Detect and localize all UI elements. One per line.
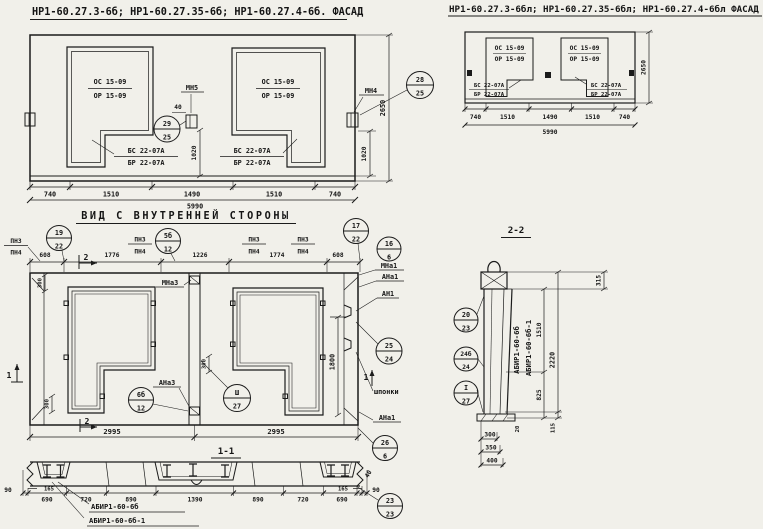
callout-bot: 24	[384, 355, 394, 364]
mna1-label: МНа1	[380, 262, 398, 270]
dim-label: 1774	[269, 252, 285, 259]
pn-label: ПН4	[134, 248, 146, 256]
dim-label: 890	[252, 496, 264, 504]
facade-main-title: НР1-60.27.3-6б; НР1-60.27.35-6б; НР1-60.27.4-6б. ФАСАД	[32, 7, 364, 18]
section-mark-2-bottom	[80, 416, 97, 432]
dim-label: 165	[43, 486, 55, 493]
facade-window-opening-right	[220, 48, 325, 167]
facade-mirror-title: НР1-60.27.3-6бл; НР1-60.27.35-6бл; НР1-60.27.4-6бл ФАСАД	[449, 4, 759, 15]
facade-window-opening-left	[67, 47, 178, 167]
facade-main-view	[25, 6, 434, 211]
callout-bot: 25	[162, 133, 172, 142]
dim-label: 740	[328, 190, 342, 199]
product-label: АБИР1-60-6б	[91, 502, 139, 511]
dim-label: 300	[201, 358, 208, 370]
rebar-icon	[327, 465, 349, 476]
sill-block-label: БС 22-07А	[590, 83, 622, 89]
s11-product-labels	[52, 482, 199, 526]
dim-label: 40	[363, 469, 374, 480]
sill-block-label: БС 22-07А	[127, 147, 165, 155]
callout-top: 26	[380, 439, 390, 447]
callout-bot: 12	[136, 404, 146, 413]
dim-40: 40	[174, 104, 182, 111]
an1-label: АН1	[381, 290, 395, 298]
section-11-title: 1-1	[217, 446, 235, 457]
callout-24b-24	[454, 347, 484, 371]
inner-center-strip	[189, 273, 200, 425]
dim-label: 720	[297, 496, 309, 504]
callout-16-6	[377, 237, 401, 262]
callout-6b-12	[129, 388, 189, 413]
embed-anchor-icon	[545, 72, 551, 78]
section-mark-label: 2	[83, 252, 89, 262]
sill-block-label: БР 22-07А	[127, 159, 165, 167]
dim-label: 115	[550, 422, 557, 434]
dim-label: 1490	[183, 190, 201, 199]
dim-label: 1390	[187, 496, 203, 504]
section-22-title: 2-2	[507, 225, 525, 236]
ana3-label: АНа3	[158, 379, 176, 387]
dim-label: 90	[4, 487, 12, 494]
dim-300-c	[202, 354, 213, 374]
dim-label: 1510	[585, 114, 600, 121]
callout-bot: 27	[232, 402, 242, 411]
dim-label: 740	[469, 114, 482, 121]
callout-III-27	[201, 361, 251, 412]
window-block-label: ОС 15-09	[569, 45, 600, 52]
notch	[191, 480, 202, 485]
callout-top: 19	[54, 229, 64, 237]
sill-block-label: БР 22-07А	[233, 159, 271, 167]
panel-section-body	[477, 289, 515, 421]
pn-label: ПН3	[248, 236, 260, 244]
dim-label: 690	[336, 496, 348, 504]
callout-5b-12	[156, 229, 181, 262]
dim-label: 1510	[500, 114, 515, 121]
callout-bot: 23	[385, 510, 395, 519]
lifting-loop-icon	[488, 262, 500, 273]
dim-label: 1510	[536, 322, 543, 338]
callout-25-24	[356, 322, 402, 364]
mirror-opening-right	[561, 38, 627, 98]
callout-bot: 27	[461, 397, 471, 406]
dim-label: 400	[486, 457, 498, 465]
dim-label: 2220	[548, 351, 557, 369]
section-mark-1-left	[7, 364, 23, 382]
section-mark-label: 1	[363, 372, 369, 382]
dim-label: 300	[44, 398, 51, 410]
dim-1020-right	[355, 129, 376, 178]
facade-mirror-view	[448, 4, 762, 136]
mn4-label: МН4	[364, 87, 378, 95]
dim-label: 350	[485, 444, 497, 452]
mirror-bottom-dims	[463, 103, 638, 136]
mn5-label: МН5	[185, 84, 199, 92]
dim-label: 1020	[191, 145, 198, 161]
dim-label: 740	[43, 190, 57, 199]
dim-label: 300	[37, 277, 44, 289]
facade-bottom-dims	[27, 181, 358, 211]
dim-label: 608	[39, 252, 51, 259]
callout-top: 20	[461, 311, 471, 319]
embed-anchor-icon	[467, 70, 472, 76]
dim-label: 300	[484, 431, 496, 439]
window-block-label: ОС 15-09	[261, 78, 295, 86]
dim-label: 1510	[265, 190, 283, 199]
dim-label: 165	[337, 486, 349, 493]
dim-label: 5990	[186, 202, 204, 211]
product-label: АБИР1-60-6б-1	[89, 516, 146, 525]
callout-I-27	[454, 381, 483, 412]
pn-label: ПН3	[134, 236, 146, 244]
dim-label: 1776	[104, 252, 120, 259]
ana1-label: АНа1	[378, 414, 396, 422]
window-block-label: ОР 15-09	[569, 56, 600, 63]
section-mark-label: 2	[84, 416, 90, 426]
mna3-label: МНа3	[161, 279, 179, 287]
embed-anchor-icon	[629, 70, 634, 76]
sill-block-label: БР 22-07А	[473, 92, 505, 98]
s22-dims	[479, 270, 609, 468]
product-label: АБИР1-60-6б	[512, 326, 521, 374]
mirror-opening-left	[469, 38, 533, 98]
window-block-label: ОС 15-09	[93, 78, 127, 86]
rib-channel-left	[37, 462, 70, 478]
dim-label: 1510	[102, 190, 120, 199]
callout-29-25	[154, 116, 186, 142]
dim-300-b	[45, 394, 56, 414]
callout-top: 28	[415, 76, 425, 84]
dim-1020-mid	[191, 128, 203, 178]
inner-opening-right	[231, 288, 326, 415]
callout-bot: 22	[54, 242, 64, 251]
shponki-label: шпонки	[374, 388, 399, 396]
window-block-label: ОС 15-09	[494, 45, 525, 52]
callout-top: 23	[385, 497, 395, 505]
dim-label: 608	[332, 252, 344, 259]
pn-label: ПН4	[297, 248, 309, 256]
callout-top: I	[463, 384, 469, 392]
dim-label: 2650	[640, 60, 648, 75]
inner-panel-outline	[30, 273, 358, 425]
callout-bot: 12	[163, 245, 173, 254]
top-embed-plate	[481, 272, 507, 289]
section-mark-2-top	[79, 252, 97, 269]
window-block-label: ОР 15-09	[494, 56, 525, 63]
shponka-key	[344, 305, 351, 351]
sill-block-label: БР 22-07А	[590, 92, 622, 98]
sill-block-label: БС 22-07А	[233, 147, 271, 155]
product-label: АБИР1-60-6б-1	[524, 319, 533, 377]
callout-bot: 22	[351, 235, 361, 244]
inner-bottom-dims	[27, 425, 361, 441]
inner-view	[4, 209, 404, 461]
dim-label: 90	[372, 487, 380, 494]
dim-label: 2650	[379, 99, 387, 117]
dim-label: 5990	[542, 129, 558, 136]
callout-bot: 6	[382, 452, 388, 461]
pn-label: ПН4	[248, 248, 260, 256]
pn-label: ПН4	[10, 249, 22, 257]
rib-channel-right	[320, 462, 356, 477]
pn-stack	[242, 237, 266, 256]
callout-top: Ш	[234, 389, 240, 397]
section-mark-label: 1	[6, 370, 12, 380]
pn-stack	[128, 237, 152, 256]
callout-26-6	[358, 428, 398, 461]
pn-label: ПН3	[297, 236, 309, 244]
callout-top: 24б	[460, 351, 472, 358]
rebar-icon	[163, 464, 229, 477]
callout-top: 6б	[136, 391, 146, 399]
callout-bot: 23	[461, 324, 471, 333]
callout-top: 25	[384, 342, 394, 350]
dim-label: 890	[125, 496, 137, 504]
dim-label: 1226	[192, 252, 208, 259]
dim-1800	[329, 315, 347, 417]
dim-label: 1490	[542, 114, 558, 121]
section-2-2	[454, 225, 608, 468]
sill-block-label: БС 22-07А	[473, 83, 505, 89]
dim-label: 20	[515, 425, 521, 433]
ana1-label: АНа1	[381, 273, 399, 281]
callout-bot: 24	[462, 364, 470, 371]
callout-top: 5б	[163, 232, 173, 240]
callout-bot: 6	[386, 253, 392, 262]
inner-top-dims	[4, 219, 404, 276]
dim-label: 740	[618, 114, 631, 121]
inner-view-title: ВИД С ВНУТРЕННЕЙ СТОРОНЫ	[81, 211, 291, 222]
callout-top: 29	[162, 120, 172, 128]
pn-label: ПН3	[10, 238, 22, 245]
dim-label: 825	[536, 389, 543, 401]
callout-20-23	[454, 296, 484, 333]
callout-17-22	[344, 219, 369, 261]
window-block-label: ОР 15-09	[261, 92, 295, 100]
dim-label: 1800	[328, 353, 337, 371]
callout-top: 17	[351, 222, 361, 230]
dim-label: 315	[595, 274, 603, 287]
callout-top: 16	[384, 240, 394, 248]
dim-label: 690	[41, 496, 53, 504]
window-block-label: ОР 15-09	[93, 92, 127, 100]
dim-label: 720	[80, 496, 92, 504]
rebar-icon	[43, 465, 65, 477]
section-1-1	[4, 446, 402, 526]
dim-label: 2995	[103, 427, 121, 436]
anchor-mn5	[172, 84, 204, 128]
mirror-dim-2650	[635, 30, 653, 105]
callout-bot: 25	[415, 89, 425, 98]
dim-label: 2995	[267, 427, 285, 436]
dim-label: 1020	[361, 146, 368, 162]
pn-stack	[291, 237, 315, 256]
rib-channel-mid	[155, 462, 237, 485]
